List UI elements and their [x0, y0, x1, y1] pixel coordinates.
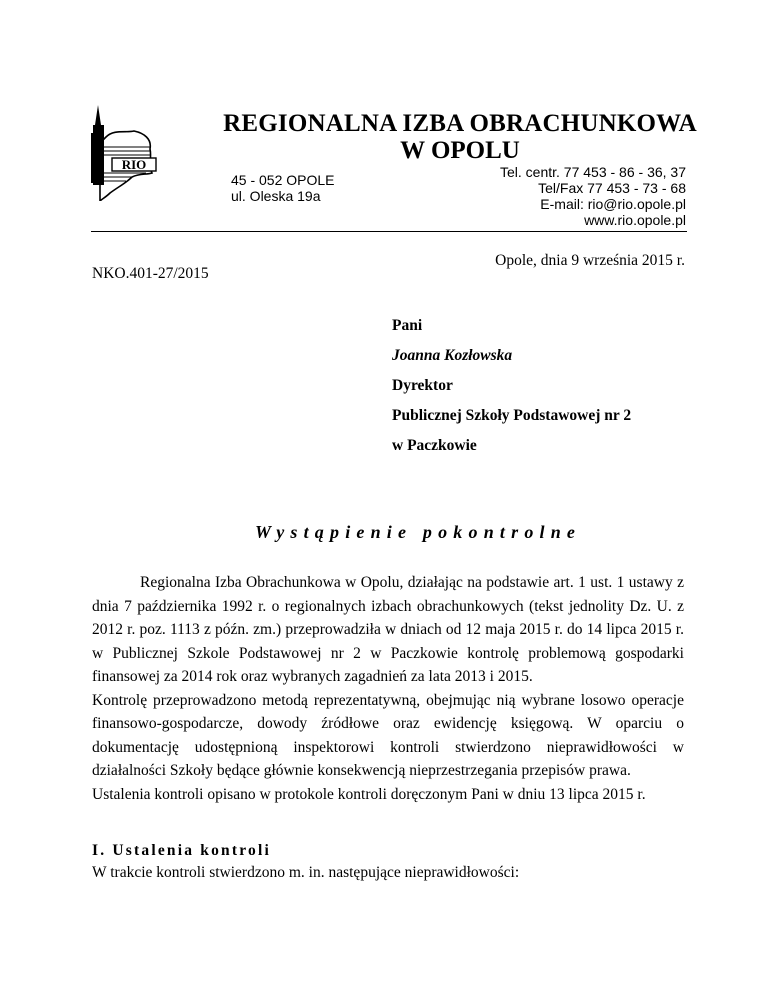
website: www.rio.opole.pl: [584, 212, 686, 228]
header-divider: [91, 231, 687, 232]
body-text: [92, 571, 684, 806]
addressee-location: w Paczkowie: [392, 437, 477, 454]
email-address: E-mail: rio@rio.opole.pl: [540, 196, 686, 212]
logo-text: RIO: [121, 157, 147, 172]
section-heading: I. Ustalenia kontroli: [92, 842, 271, 859]
addressee-name: Joanna Kozłowska: [392, 347, 513, 364]
addressee-position: Dyrektor: [392, 377, 453, 394]
phone-number: Tel. centr. 77 453 - 86 - 36, 37: [499, 164, 686, 180]
reference-number: NKO.401-27/2015: [92, 265, 209, 282]
fax-number: Tel/Fax 77 453 - 73 - 68: [538, 180, 686, 196]
section-intro: W trakcie kontroli stwierdzono m. in. następujące nieprawidłowości:: [92, 864, 520, 881]
addressee-institution: Publicznej Szkoły Podstawowej nr 2: [392, 407, 632, 424]
paragraph-2: Kontrolę przeprowadzono metodą reprezentatywną, obejmując nią wybrane losowo operacje finansowo-gospodarcze, dowody źródłowe oraz ewidencję księgową. W oparciu o dokumentację udostępnioną inspektorowi kontroli stwierdzono nieprawidłowości w działalności Szkoły będące głównie konsekwencją nieprzestrzegania przepisów prawa.: [92, 691, 684, 779]
document-date: Opole, dnia 9 września 2015 r.: [495, 252, 685, 269]
paragraph-3: Ustalenia kontroli opisano w protokole kontroli doręczonym Pani w dniu 13 lipca 2015 r.: [92, 785, 646, 803]
addressee-salutation: Pani: [392, 317, 423, 334]
institution-city: W OPOLU: [400, 137, 520, 164]
document-title: Wystąpienie pokontrolne: [255, 522, 582, 542]
institution-title: REGIONALNA IZBA OBRACHUNKOWA: [223, 110, 697, 137]
postal-address: 45 - 052 OPOLE: [231, 172, 335, 188]
street-address: ul. Oleska 19a: [231, 188, 321, 204]
rio-logo: [86, 103, 160, 201]
paragraph-1: Regionalna Izba Obrachunkowa w Opolu, działając na podstawie art. 1 ust. 1 ustawy z dnia 7 października 1992 r. o regionalnych izbach obrachunkowych (tekst jednolity Dz. U. z 2012 r. poz. 1113 z późn. zm.) przeprowadziła w dniach od 12 maja 2015 r. do 14 lipca 2015 r. w Publicznej Szkole Podstawowej nr 2 w Paczkowie kontrolę problemową gospodarki finansowej za 2014 rok oraz wybranych zagadnień za lata 2013 i 2015.: [92, 574, 684, 685]
